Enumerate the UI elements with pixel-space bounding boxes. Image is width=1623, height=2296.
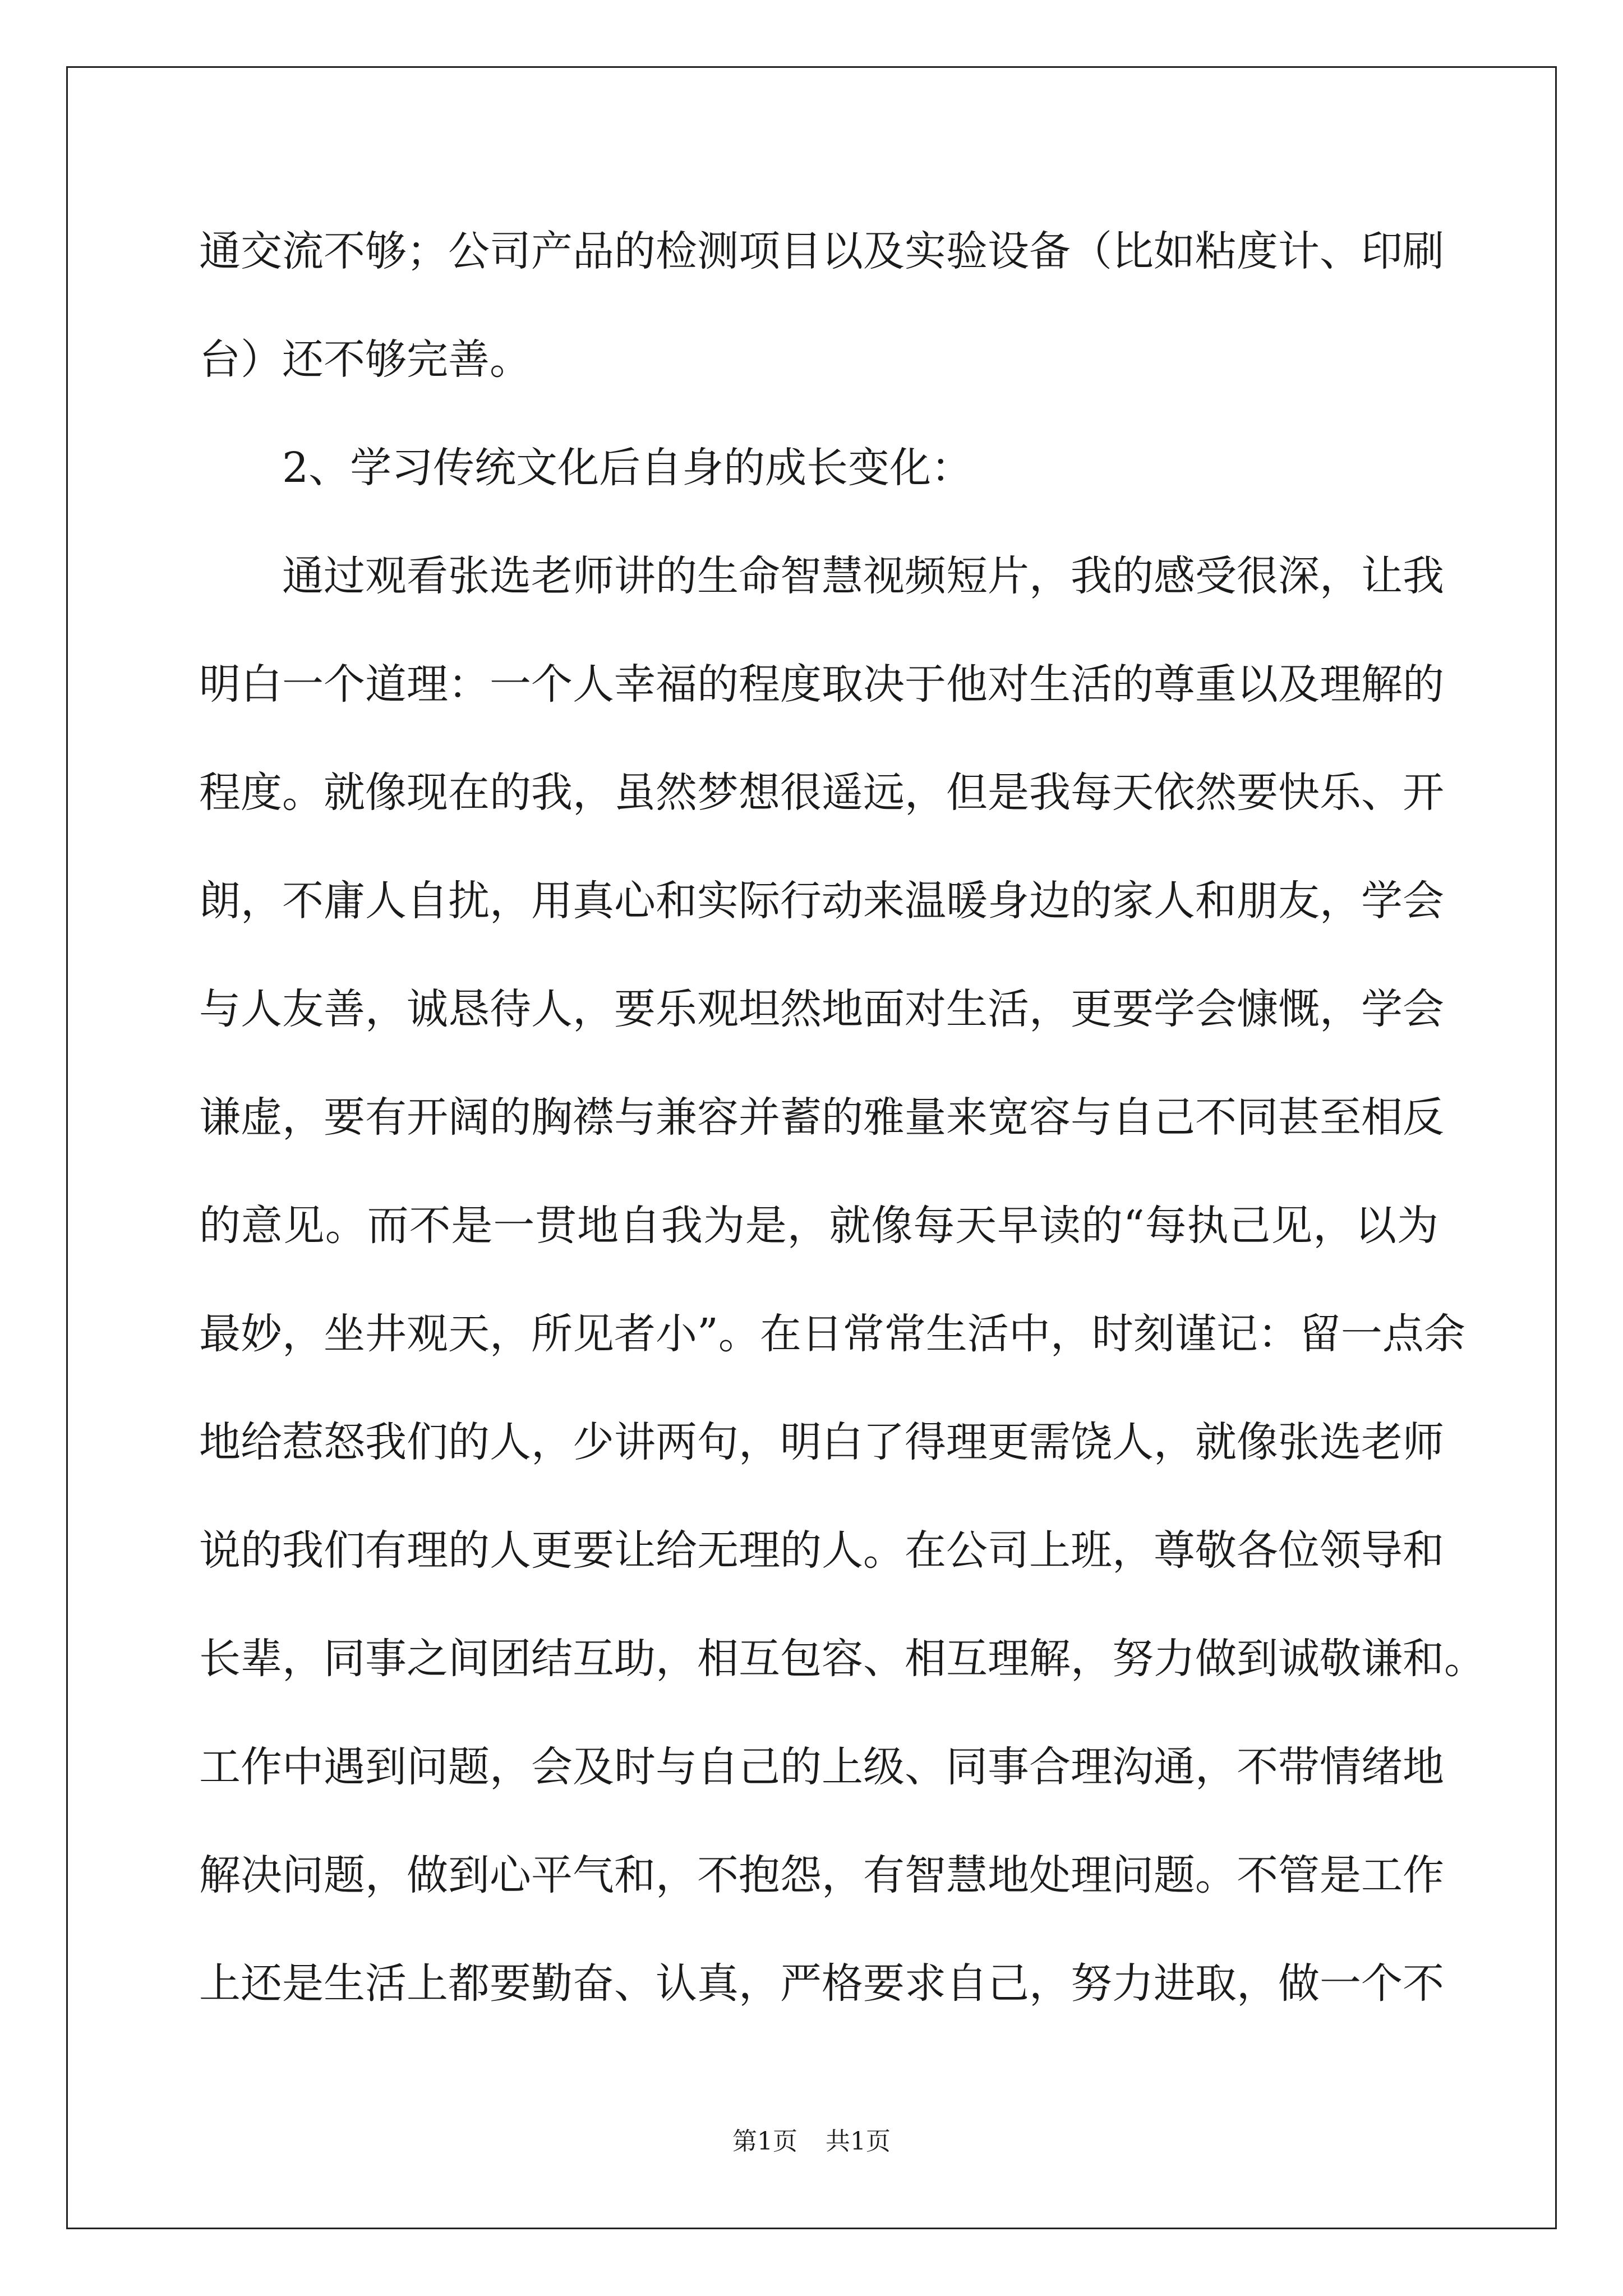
text-line: 工作中遇到问题，会及时与自己的上级、同事合理沟通，不带情绪地	[199, 1743, 1444, 1791]
page-number: 第1页	[732, 2127, 797, 2156]
text-line: 上还是生活上都要勤奋、认真，严格要求自己，努力进取，做一个不	[199, 1959, 1444, 2008]
section-heading: 2、学习传统文化后自身的成长变化：	[282, 444, 973, 492]
text-line: 明白一个道理：一个人幸福的程度取决于他对生活的尊重以及理解的	[199, 660, 1444, 708]
page-footer	[0, 2125, 1623, 2159]
text-line: 的意见。而不是一贯地自我为是，就像每天早读的“每执己见，以为	[199, 1202, 1438, 1250]
text-line: 长辈，同事之间团结互助，相互包容、相互理解，努力做到诚敬谦和。	[199, 1635, 1486, 1683]
text-line: 通交流不够；公司产品的检测项目以及实验设备（比如粘度计、印刷	[199, 227, 1444, 275]
text-line: 台）还不够完善。	[199, 335, 531, 384]
text-line: 程度。就像现在的我，虽然梦想很遥远，但是我每天依然要快乐、开	[199, 769, 1444, 817]
text-line: 解决问题，做到心平气和，不抱怨，有智慧地处理问题。不管是工作	[199, 1851, 1444, 1899]
text-line: 谦虚，要有开阔的胸襟与兼容并蓄的雅量来宽容与自己不同甚至相反	[199, 1093, 1444, 1142]
text-line: 说的我们有理的人更要让给无理的人。在公司上班，尊敬各位领导和	[199, 1526, 1444, 1575]
text-line: 与人友善，诚恳待人，要乐观坦然地面对生活，更要学会慷慨，学会	[199, 985, 1444, 1033]
text-line: 通过观看张选老师讲的生命智慧视频短片，我的感受很深，让我	[282, 552, 1444, 600]
text-line: 最妙，坐井观天，所见者小”。在日常常生活中，时刻谨记：留一点余	[199, 1310, 1465, 1358]
text-line: 朗，不庸人自扰，用真心和实际行动来温暖身边的家人和朋友，学会	[199, 877, 1444, 925]
document-body	[199, 218, 1486, 2058]
text-line: 地给惹怒我们的人，少讲两句，明白了得理更需饶人，就像张选老师	[199, 1418, 1444, 1466]
page-total: 共1页	[826, 2127, 891, 2156]
